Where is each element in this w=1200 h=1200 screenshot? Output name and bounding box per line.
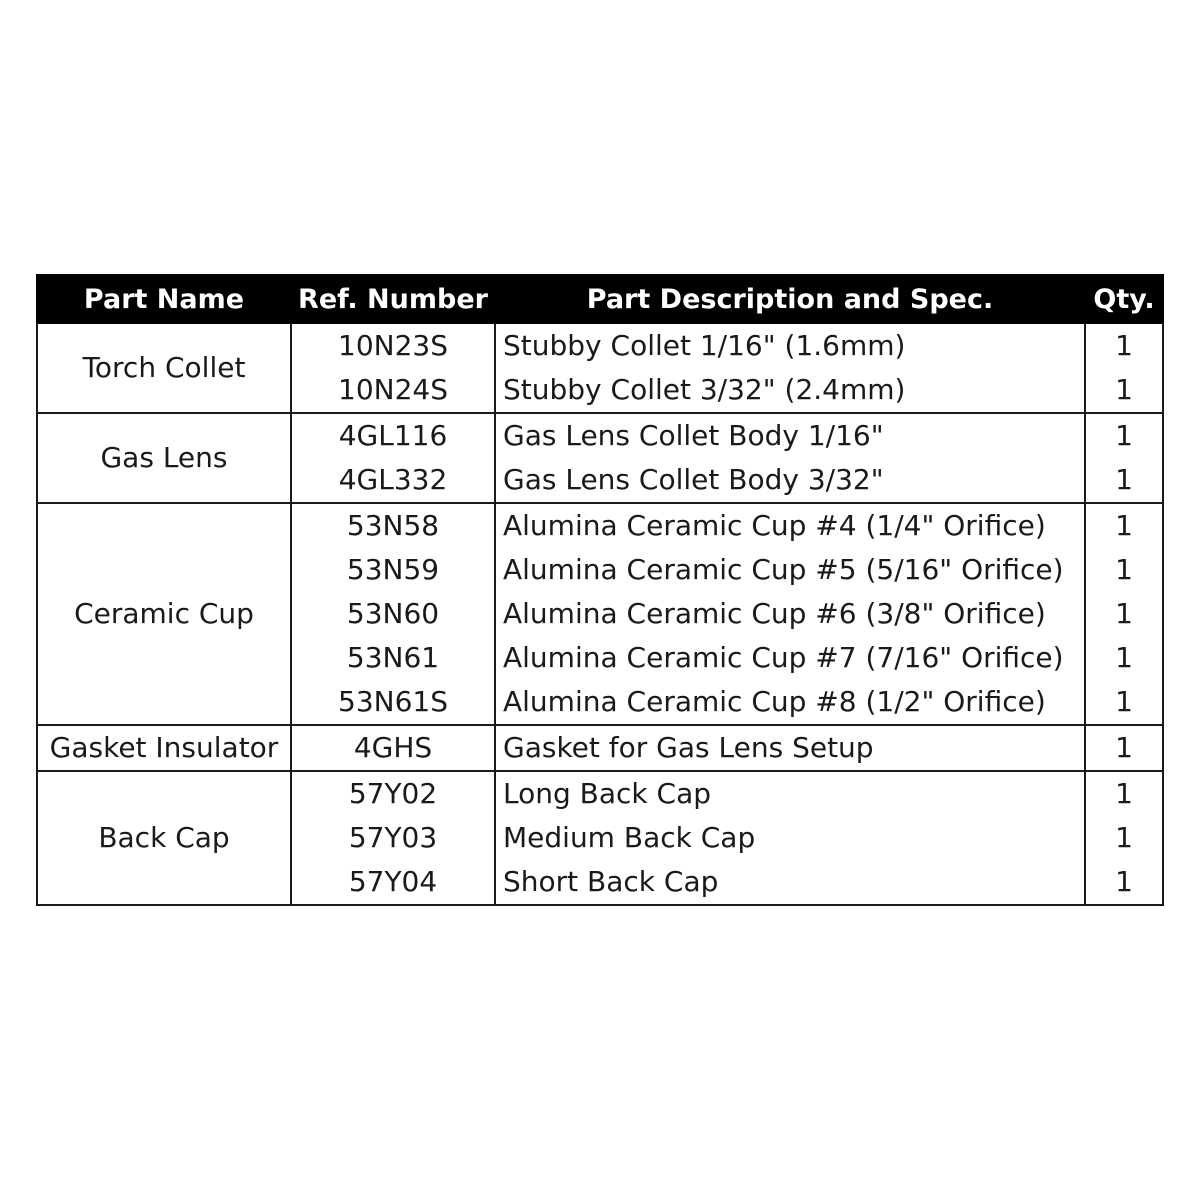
description-cell: Long Back Cap (495, 771, 1085, 816)
ref-number-cell: 53N60 (291, 592, 495, 636)
description-cell: Stubby Collet 3/32" (2.4mm) (495, 368, 1085, 413)
header-qty: Qty. (1085, 275, 1163, 323)
ref-number-cell: 4GL116 (291, 413, 495, 458)
header-description: Part Description and Spec. (495, 275, 1085, 323)
header-ref-number: Ref. Number (291, 275, 495, 323)
qty-cell: 1 (1085, 413, 1163, 458)
qty-cell: 1 (1085, 816, 1163, 860)
qty-cell: 1 (1085, 458, 1163, 503)
ref-number-cell: 4GL332 (291, 458, 495, 503)
ref-number-cell: 4GHS (291, 725, 495, 771)
qty-cell: 1 (1085, 860, 1163, 905)
description-cell: Gas Lens Collet Body 1/16" (495, 413, 1085, 458)
ref-number-cell: 53N61S (291, 680, 495, 725)
table-row (37, 503, 1163, 548)
description-cell: Alumina Ceramic Cup #6 (3/8" Orifice) (495, 592, 1085, 636)
qty-cell: 1 (1085, 548, 1163, 592)
description-cell: Gas Lens Collet Body 3/32" (495, 458, 1085, 503)
table-row (37, 323, 1163, 368)
header-part-name: Part Name (37, 275, 291, 323)
part-name-cell: Gas Lens (37, 413, 291, 503)
ref-number-cell: 53N58 (291, 503, 495, 548)
ref-number-cell: 10N23S (291, 323, 495, 368)
description-cell: Alumina Ceramic Cup #7 (7/16" Orifice) (495, 636, 1085, 680)
table-row (37, 725, 1163, 771)
part-name-cell: Back Cap (37, 771, 291, 905)
description-cell: Alumina Ceramic Cup #5 (5/16" Orifice) (495, 548, 1085, 592)
qty-cell: 1 (1085, 636, 1163, 680)
ref-number-cell: 57Y04 (291, 860, 495, 905)
description-cell: Medium Back Cap (495, 816, 1085, 860)
description-cell: Alumina Ceramic Cup #8 (1/2" Orifice) (495, 680, 1085, 725)
qty-cell: 1 (1085, 725, 1163, 771)
qty-cell: 1 (1085, 680, 1163, 725)
part-name-cell: Gasket Insulator (37, 725, 291, 771)
qty-cell: 1 (1085, 323, 1163, 368)
ref-number-cell: 57Y02 (291, 771, 495, 816)
table-header (37, 275, 1163, 323)
qty-cell: 1 (1085, 771, 1163, 816)
description-cell: Gasket for Gas Lens Setup (495, 725, 1085, 771)
table-row (37, 413, 1163, 458)
qty-cell: 1 (1085, 503, 1163, 548)
qty-cell: 1 (1085, 368, 1163, 413)
description-cell: Stubby Collet 1/16" (1.6mm) (495, 323, 1085, 368)
table-body (37, 323, 1163, 905)
ref-number-cell: 10N24S (291, 368, 495, 413)
table-row (37, 771, 1163, 816)
part-name-cell: Ceramic Cup (37, 503, 291, 725)
part-name-cell: Torch Collet (37, 323, 291, 413)
ref-number-cell: 53N61 (291, 636, 495, 680)
ref-number-cell: 53N59 (291, 548, 495, 592)
description-cell: Alumina Ceramic Cup #4 (1/4" Orifice) (495, 503, 1085, 548)
header-row (37, 275, 1163, 323)
description-cell: Short Back Cap (495, 860, 1085, 905)
parts-table (36, 274, 1164, 906)
qty-cell: 1 (1085, 592, 1163, 636)
ref-number-cell: 57Y03 (291, 816, 495, 860)
